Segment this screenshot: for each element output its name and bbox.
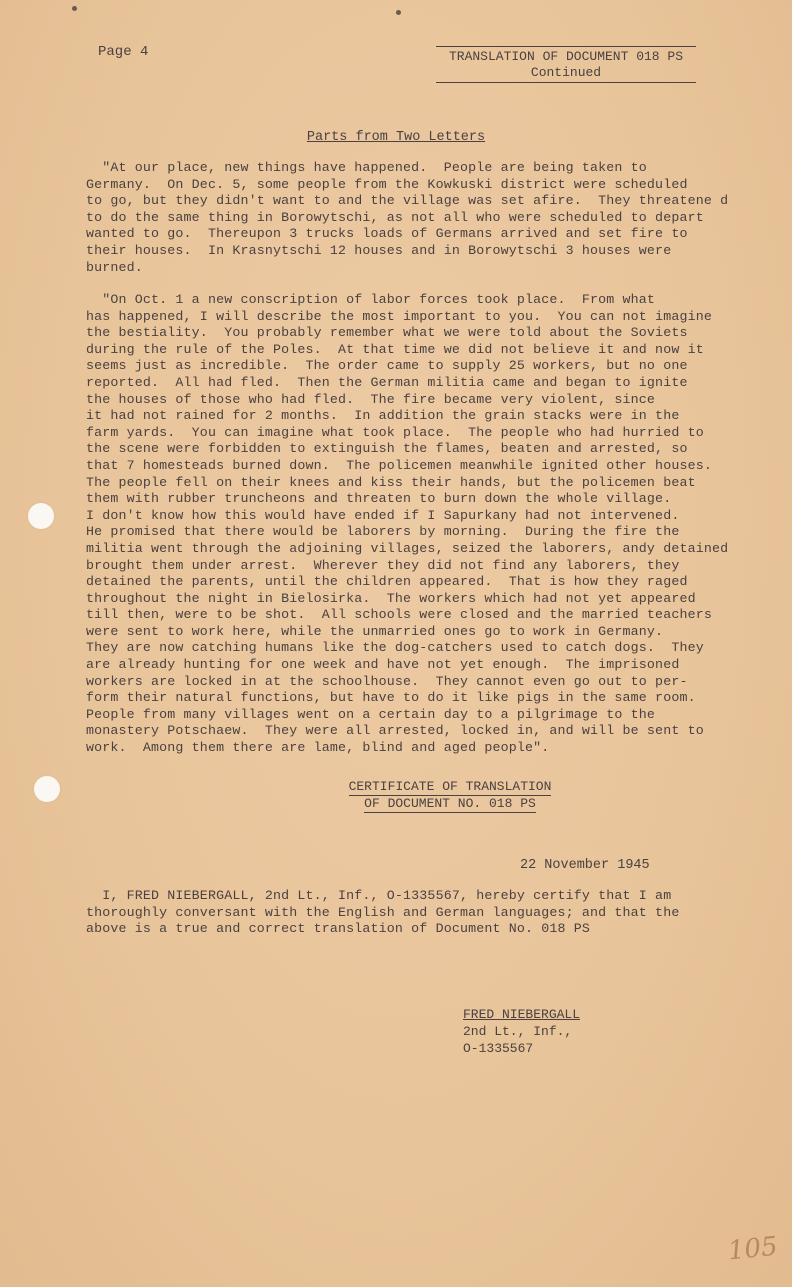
letter-line: form their natural functions, but have to do it like pigs in the same room. [86,690,696,706]
certificate-title-line: OF DOCUMENT NO. 018 PS [364,796,536,811]
letter-line: wanted to go. Thereupon 3 trucks loads of Germans arrived and set fire to [86,226,688,242]
letter-line: workers are locked in at the schoolhouse. They cannot even go out to per- [86,673,688,689]
letter-line: were sent to work here, while the unmarried ones go to work in Germany. [86,623,664,639]
certificate-line: above is a true and correct translation of Document No. 018 PS [86,921,591,937]
letter-line: are already hunting for one week and have not yet enough. The imprisoned [86,657,680,673]
header-rule-top [436,46,696,47]
letter-line: them with rubber truncheons and threaten to burn down the whole village. [86,491,672,507]
letter-line: I don't know how this would have ended if I Sapurkany had not intervened. [86,507,680,523]
signature-rank: 2nd Lt., Inf., [463,1024,573,1039]
letter-line: during the rule of the Poles. At that time we did not believe it and now it [86,341,704,357]
letter-line: has happened, I will describe the most important to you. You can not imagine [86,308,712,324]
header-title: TRANSLATION OF DOCUMENT 018 PS [448,49,684,64]
letter-line: the scene were forbidden to extinguish the flames, beaten and arrested, so [86,441,688,457]
staple-mark [396,10,401,15]
handwritten-page-number: 105 [726,1231,780,1267]
signature-block [463,1006,580,1057]
letter-line: reported. All had fled. Then the German militia came and began to ignite [86,374,688,390]
letter-line: to go, but they didn't want to and the village was set afire. They threatene d [86,193,729,209]
letter-line: their houses. In Krasnytschi 12 houses and in Borowytschi 3 houses were [86,242,672,258]
document-header [436,46,696,83]
letter-line: till then, were to be shot. All schools were closed and the married teachers [86,607,712,623]
section-title: Parts from Two Letters [306,130,486,145]
letter-line: People from many villages went on a certain day to a pilgrimage to the [86,706,656,722]
letter-line: Germany. On Dec. 5, some people from the Kowkuski district were scheduled [86,176,688,192]
certificate-line: I, FRED NIEBERGALL, 2nd Lt., Inf., O-1335567, hereby certify that I am [86,888,672,903]
letter-line: the bestiality. You probably remember what we were told about the Soviets [86,325,688,341]
letter-line: it had not rained for 2 months. In addition the grain stacks were in the [86,408,680,424]
letter-line: brought them under arrest. Wherever they did not find any laborers, they [86,557,680,573]
letter-line: "At our place, new things have happened. People are being taken to [86,160,647,175]
letter-line: to do the same thing in Borowytschi, as not all who were scheduled to depart [86,209,704,225]
letter-line: the houses of those who had fled. The fire became very violent, since [86,391,656,407]
header-rule-bottom [436,82,696,83]
letter-line: detained the parents, until the children appeared. That is how they raged [86,574,688,590]
signature-serial: O-1335567 [463,1041,534,1056]
letter-line: seems just as incredible. The order came to supply 25 workers, but no one [86,358,688,374]
certificate-title-line: CERTIFICATE OF TRANSLATION [348,779,552,794]
letter-line: militia went through the adjoining villages, seized the laborers, andy detained [86,540,729,556]
letter-line: He promised that there would be laborers by morning. During the fire the [86,524,680,540]
letter-line: The people fell on their knees and kiss their hands, but the policemen beat [86,474,696,490]
letter-line: monastery Potschaew. They were all arrested, locked in, and will be sent to [86,723,704,739]
staple-mark [72,6,77,11]
signature-name: FRED NIEBERGALL [463,1007,581,1022]
letter-line: burned. [86,259,143,275]
page-label: Page 4 [98,44,149,60]
letter-line: "On Oct. 1 a new conscription of labor forces took place. From what [86,292,656,307]
letter-line: farm yards. You can imagine what took place. The people who had hurried to [86,424,704,440]
letter-line: They are now catching humans like the dog-catchers used to catch dogs. They [86,640,704,656]
certificate-title [330,779,570,813]
letter-line: that 7 homesteads burned down. The policemen meanwhile ignited other houses. [86,457,712,473]
letter-two [86,292,746,757]
punch-hole-bottom [34,776,60,802]
letter-one [86,160,746,276]
letter-line: throughout the night in Bielosirka. The workers which had not yet appeared [86,590,696,606]
punch-hole-top [28,503,54,529]
certificate-body [86,888,746,938]
header-subtitle: Continued [530,65,602,80]
certificate-date: 22 November 1945 [520,858,650,873]
letter-line: work. Among them there are lame, blind and aged people". [86,740,550,756]
certificate-line: thoroughly conversant with the English and German languages; and that the [86,904,680,920]
